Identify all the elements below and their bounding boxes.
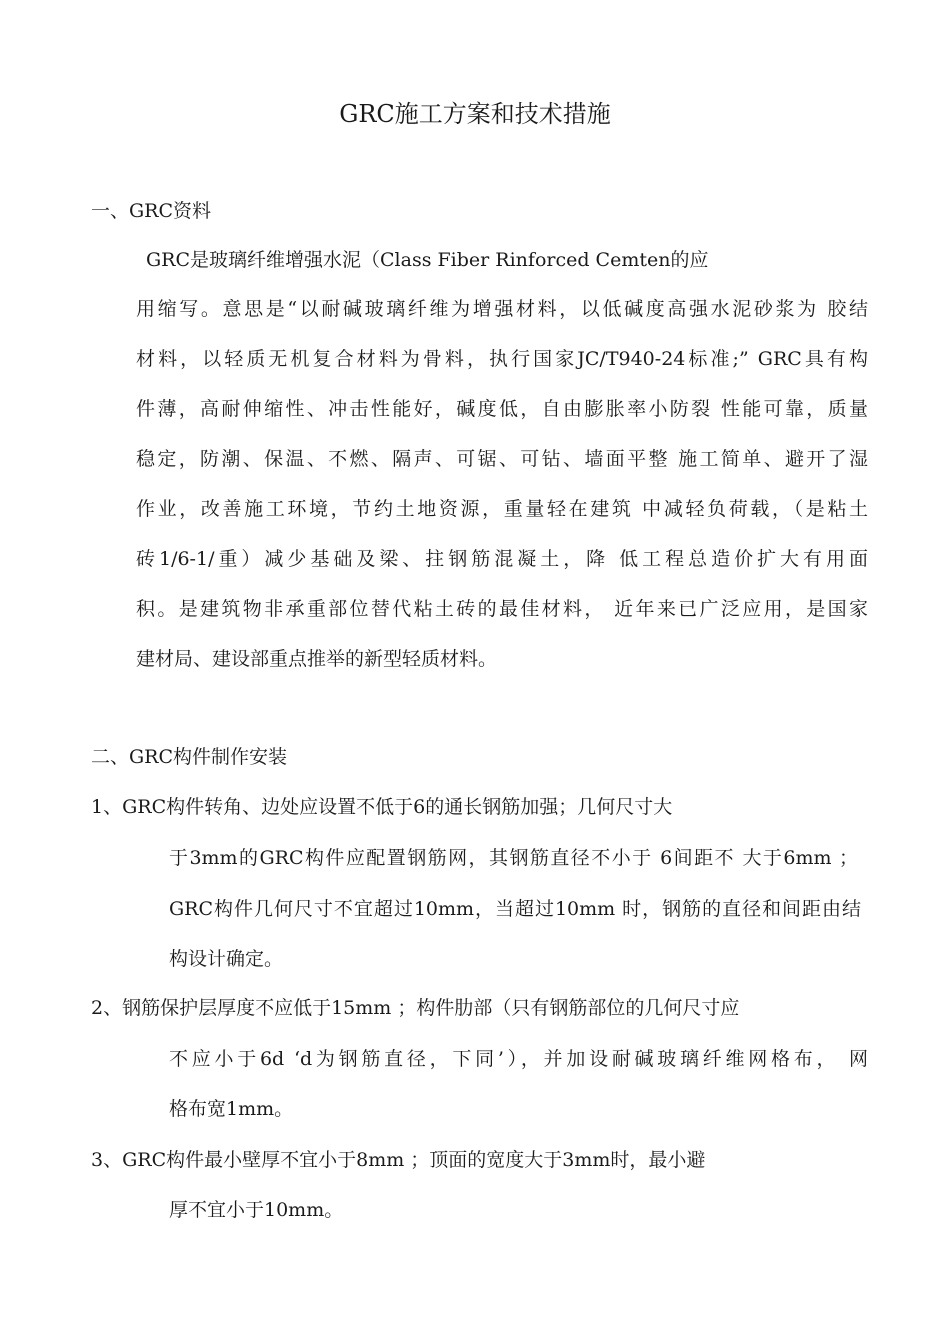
paragraph-line: 砖1/6-1/重）减少基础及梁、拄钢筋混凝土，降 低工程总造价扩大有用面 [136,548,868,570]
section-heading-grc-info: 一、GRC资料 [91,200,212,222]
list-item-continuation: 格布宽1mm。 [169,1098,294,1120]
paragraph-line: 建材局、建设部重点推举的新型轻质材料。 [136,648,498,670]
list-item-continuation: 厚不宜小于10mm。 [169,1199,344,1221]
paragraph-line: 件薄，高耐伸缩性、冲击性能好，碱度低，自由膨胀率小防裂 性能可靠，质量 [136,398,868,420]
list-item-continuation: 构设计确定。 [169,948,284,970]
paragraph-line: 用缩写。意思是“以耐碱玻璃纤维为增强材料，以低碱度高强水泥砂浆为 胶结 [136,298,868,320]
paragraph-line: 稳定，防潮、保温、不燃、隔声、可锯、可钻、墙面平整 施工简单、避开了湿 [136,448,868,470]
list-item: 1、GRC构件转角、边处应设置不低于6的通长钢筋加强；几何尺寸大 [91,796,673,818]
paragraph-line: 材料，以轻质无机复合材料为骨料，执行国家JC/T940-24标准;” GRC具有构 [136,348,868,370]
paragraph-line: 作业，改善施工环境，节约土地资源，重量轻在建筑 中减轻负荷载，（是粘土 [136,498,868,520]
list-item-continuation: 于3mm的GRC构件应配置钢筋网，其钢筋直径不小于 6间距不 大于6mm ； [169,847,858,869]
paragraph-line: 积。是建筑物非承重部位替代粘土砖的最佳材料， 近年来已广泛应用，是国家 [136,598,868,620]
paragraph-line: GRC是玻璃纤维增强水泥（Class Fiber Rinforced Cemten的应 [146,249,709,271]
list-item-continuation: GRC构件几何尺寸不宜超过10mm，当超过10mm 时，钢筋的直径和间距由结 [169,898,861,920]
page-title: GRC施工方案和技术措施 [339,100,611,128]
list-item: 2、钢筋保护层厚度不应低于15mm ；构件肋部（只有钢筋部位的几何尺寸应 [91,997,740,1019]
list-item-continuation: 不应小于6d ‘d为钢筋直径，下同’），并加设耐碱玻璃纤维网格布， 网 [169,1048,868,1070]
section-heading-grc-fabrication: 二、GRC构件制作安装 [91,746,288,768]
list-item: 3、GRC构件最小壁厚不宜小于8mm ；顶面的宽度大于3mm时，最小避 [91,1149,706,1171]
